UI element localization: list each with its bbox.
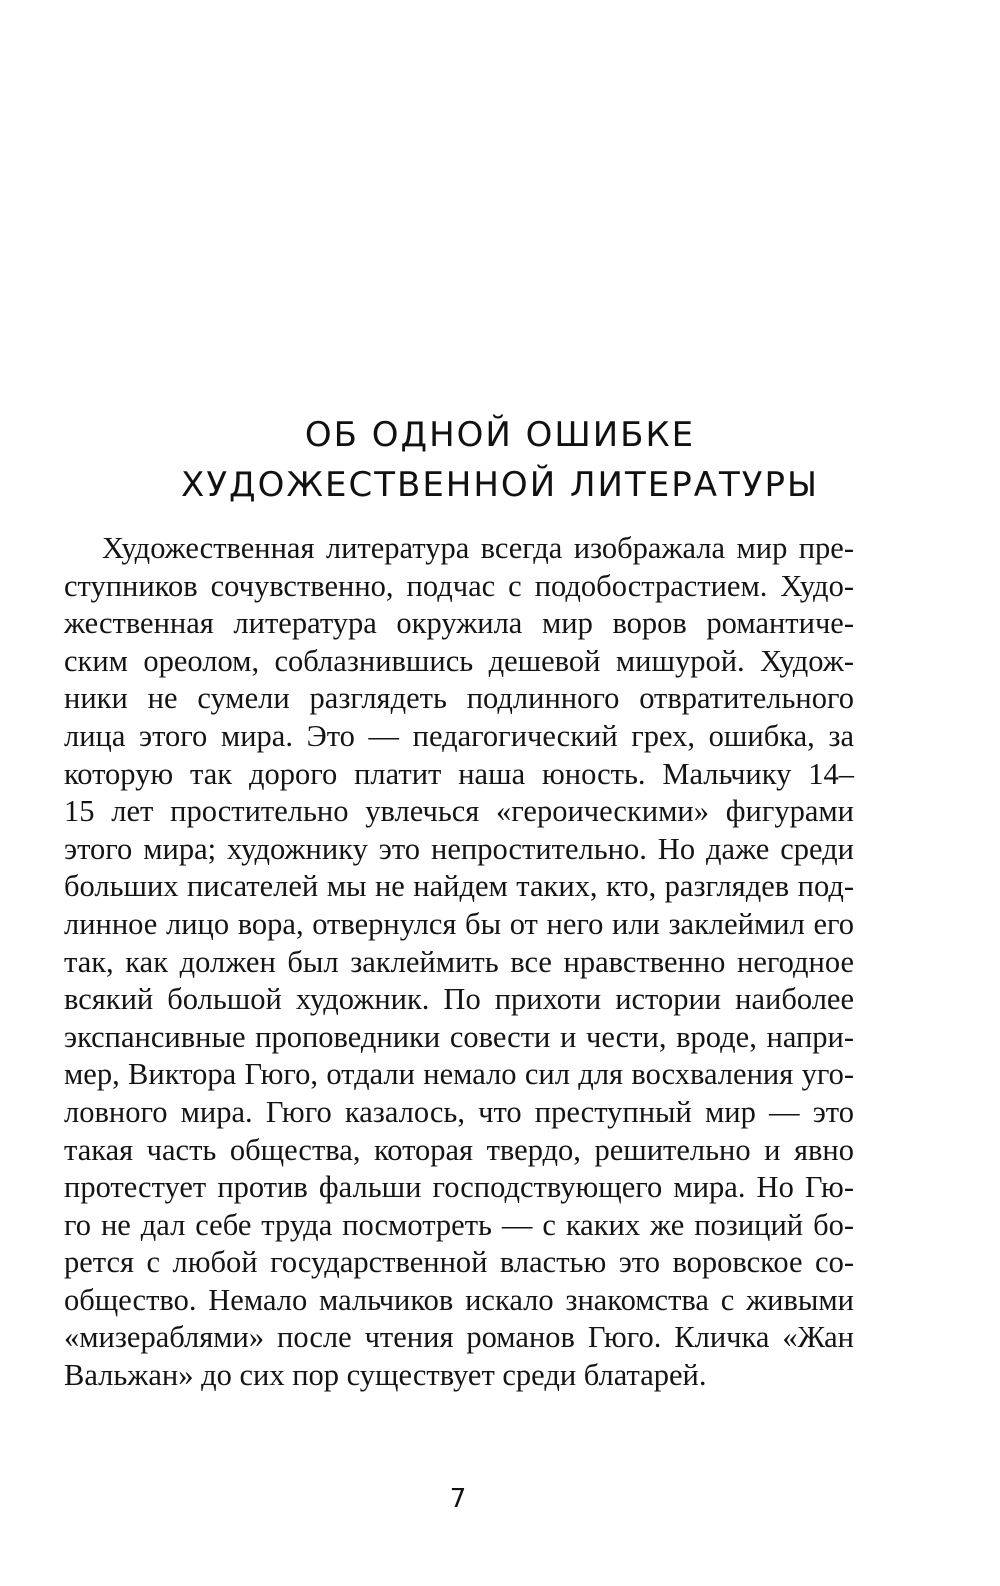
text-line: такая часть общества, которая твердо, решительно и явно (64, 1132, 854, 1167)
page-number: 7 (449, 1484, 467, 1514)
text-line: общество. Немало мальчиков искало знакомства с живыми (64, 1282, 854, 1317)
text-line: всякий большой художник. По прихоти истории наиболее (64, 982, 854, 1017)
text-line: протестует против фальши господствующего мира. Но Гю- (64, 1170, 854, 1205)
text-line: жественная литература окружила мир воров романтиче- (64, 606, 854, 641)
text-line: Вальжан» до сих пор существует среди блатарей. (64, 1358, 707, 1393)
text-line: рется с любой государственной властью это воровское со- (64, 1245, 854, 1280)
text-line: го не дал себе труда посмотреть — с каких же позиций бо- (64, 1207, 854, 1242)
text-line: ступников сочувственно, подчас с подобострастием. Худо- (64, 568, 854, 603)
text-line: ловного мира. Гюго казалось, что преступный мир — это (64, 1094, 854, 1129)
body-paragraph (64, 530, 854, 1395)
chapter-title (0, 410, 1000, 510)
text-line: линное лицо вора, отвернулся бы от него или заклеймил его (64, 906, 854, 941)
text-line: ским ореолом, соблазнившись дешевой мишурой. Худож- (64, 643, 854, 678)
text-line: 15 лет простительно увлечься «героическими» фигурами (64, 794, 854, 829)
text-line: этого мира; художнику это непростительно. Но даже среди (64, 831, 854, 866)
text-line: так, как должен был заклеймить все нравственно негодное (64, 944, 854, 979)
text-line: Художественная литература всегда изображала мир пре- (102, 531, 854, 565)
text-line: мер, Виктора Гюго, отдали немало сил для восхваления уго- (64, 1057, 854, 1092)
text-line: больших писателей мы не найдем таких, кто, разглядев под- (64, 869, 854, 904)
chapter-title-line-2: ХУДОЖЕСТВЕННОЙ ЛИТЕРАТУРЫ (181, 465, 819, 505)
text-line: лица этого мира. Это — педагогический грех, ошибка, за (64, 718, 854, 753)
text-line: «мизераблями» после чтения романов Гюго. Кличка «Жан (64, 1320, 854, 1355)
chapter-title-line-1: ОБ ОДНОЙ ОШИБКЕ (304, 415, 696, 455)
text-line: ники не сумели разглядеть подлинного отвратительного (64, 681, 854, 716)
text-line: экспансивные проповедники совести и чести, вроде, напри- (64, 1019, 854, 1054)
text-line: которую так дорого платит наша юность. Мальчику 14– (64, 756, 854, 791)
